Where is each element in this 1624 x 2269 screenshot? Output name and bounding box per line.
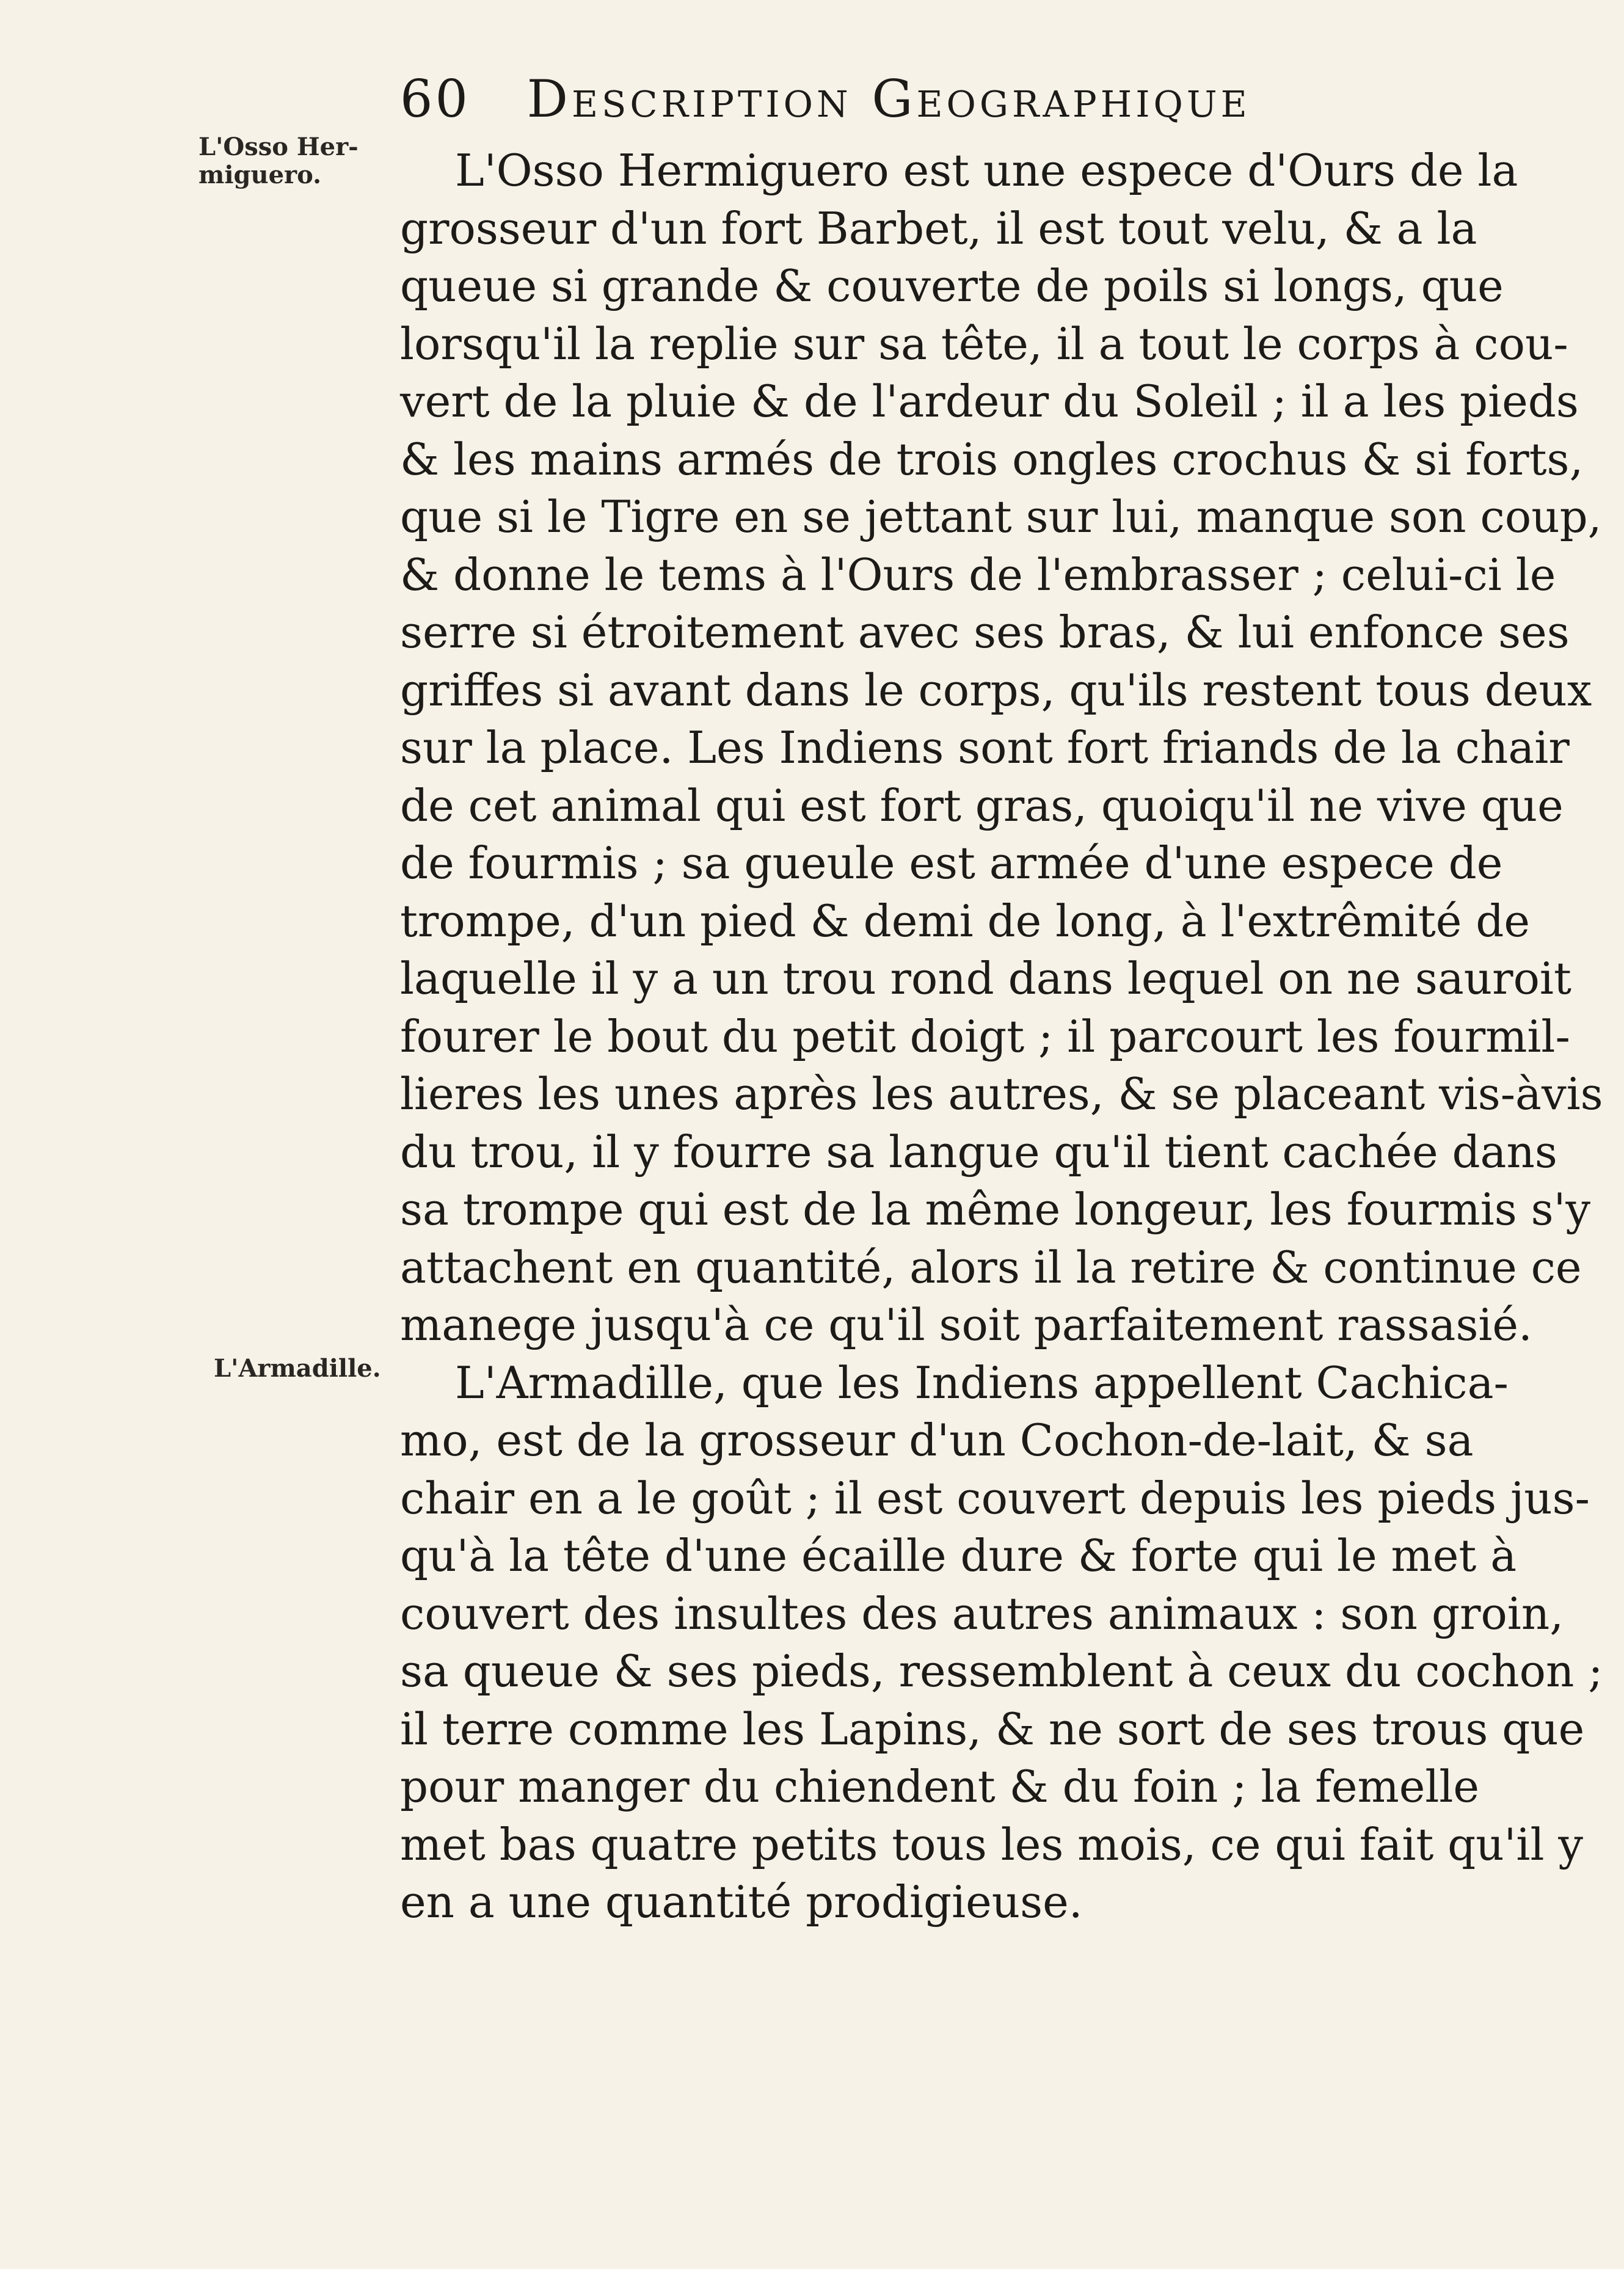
text-line: mo, est de la grosseur d'un Cochon-de-lait, & sa bbox=[400, 1415, 1474, 1466]
text-line: met bas quatre petits tous les mois, ce qui fait qu'il y bbox=[400, 1818, 1584, 1870]
text-line: de cet animal qui est fort gras, quoiqu'il ne vive que bbox=[400, 779, 1564, 831]
text-line: & donne le tems à l'Ours de l'embrasser ; celui-ci le bbox=[400, 548, 1556, 600]
body-text bbox=[400, 142, 1603, 1931]
page-number: 60 bbox=[400, 69, 470, 129]
text-line: L'Osso Hermiguero est une espece d'Ours de la bbox=[455, 145, 1518, 196]
marginal-note-line: miguero. bbox=[198, 161, 321, 189]
text-line: L'Armadille, que les Indiens appellent Cachica- bbox=[455, 1357, 1509, 1408]
text-line: trompe, d'un pied & demi de long, à l'extrêmité de bbox=[400, 895, 1530, 947]
text-line: queue si grande & couverte de poils si longs, que bbox=[400, 260, 1504, 311]
text-line: sa queue & ses pieds, ressemblent à ceux du cochon ; bbox=[400, 1645, 1603, 1697]
running-head bbox=[400, 68, 1463, 129]
text-line: serre si étroitement avec ses bras, & lui enfonce ses bbox=[400, 606, 1570, 658]
text-line: couvert des insultes des autres animaux : son groin, bbox=[400, 1587, 1564, 1639]
text-line: griffes si avant dans le corps, qu'ils restent tous deux bbox=[400, 664, 1592, 716]
marginal-note-osso-hermiguero bbox=[198, 133, 359, 189]
text-line: & les mains armés de trois ongles crochus & si forts, bbox=[400, 433, 1584, 485]
text-line: sur la place. Les Indiens sont fort friands de la chair bbox=[400, 722, 1570, 773]
text-line: pour manger du chiendent & du foin ; la femelle bbox=[400, 1761, 1480, 1812]
page-title: Description Geographique bbox=[526, 69, 1251, 129]
text-line: lorsqu'il la replie sur sa tête, il a tout le corps à cou- bbox=[400, 318, 1568, 370]
text-line: lieres les unes après les autres, & se placeant vis-àvis bbox=[400, 1068, 1603, 1120]
marginal-note-line: L'Armadille. bbox=[214, 1354, 381, 1383]
text-line: en a une quantité prodigieuse. bbox=[400, 1876, 1083, 1928]
text-line: laquelle il y a un trou rond dans lequel on ne sauroit bbox=[400, 953, 1571, 1004]
text-line: il terre comme les Lapins, & ne sort de ses trous que bbox=[400, 1703, 1585, 1755]
marginal-note-armadille bbox=[214, 1355, 381, 1383]
text-line: de fourmis ; sa gueule est armée d'une espece de bbox=[400, 837, 1503, 889]
text-line: chair en a le goût ; il est couvert depuis les pieds jus- bbox=[400, 1472, 1590, 1524]
text-line: qu'à la tête d'une écaille dure & forte qui le met à bbox=[400, 1530, 1517, 1581]
text-line: du trou, il y fourre sa langue qu'il tient cachée dans bbox=[400, 1126, 1557, 1178]
marginal-note-line: L'Osso Her- bbox=[198, 133, 359, 161]
text-line: fourer le bout du petit doigt ; il parcourt les fourmil- bbox=[400, 1010, 1570, 1062]
text-line: attachent en quantité, alors il la retire & continue ce bbox=[400, 1241, 1582, 1293]
text-line: que si le Tigre en se jettant sur lui, manque son coup, bbox=[400, 491, 1602, 542]
text-line: grosseur d'un fort Barbet, il est tout velu, & a la bbox=[400, 202, 1477, 254]
text-line: vert de la pluie & de l'ardeur du Soleil ; il a les pieds bbox=[400, 376, 1579, 427]
text-line: sa trompe qui est de la même longeur, les fourmis s'y bbox=[400, 1184, 1591, 1235]
text-line: manege jusqu'à ce qu'il soit parfaitement rassasié. bbox=[400, 1299, 1532, 1350]
